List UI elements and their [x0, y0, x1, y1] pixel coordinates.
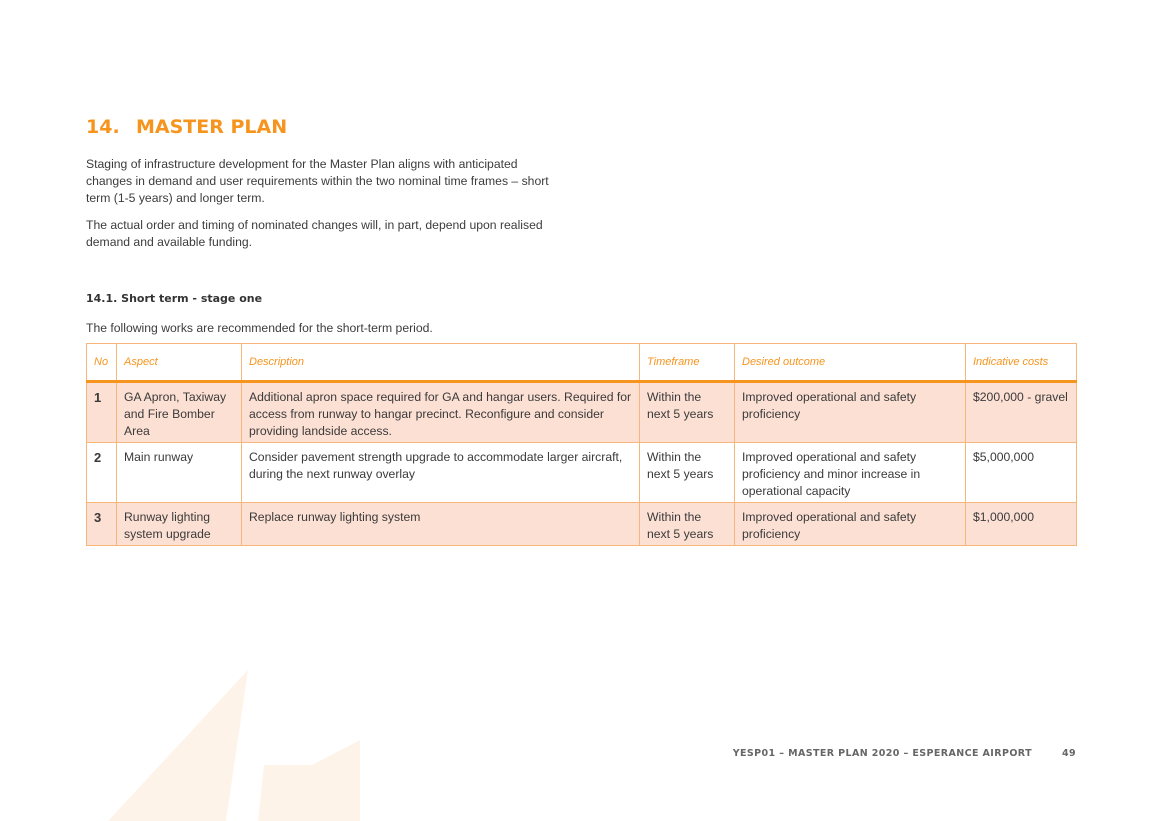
- table-row: [87, 503, 1077, 546]
- cell-no: 1: [87, 382, 117, 443]
- cell-description: Consider pavement strength upgrade to accommodate larger aircraft, during the next runway overlay: [242, 443, 640, 503]
- subsection-title: Short term - stage one: [121, 292, 263, 305]
- cell-costs: $200,000 - gravel: [966, 382, 1077, 443]
- footer-doc-title: YESP01 – MASTER PLAN 2020 – ESPERANCE AIRPORT: [732, 748, 1032, 759]
- cell-no: 3: [87, 503, 117, 546]
- table-row: [87, 382, 1077, 443]
- page-footer: [733, 748, 1076, 759]
- table-intro: The following works are recommended for the short-term period.: [86, 321, 433, 335]
- cell-timeframe: Within the next 5 years: [640, 443, 735, 503]
- table-row: [87, 443, 1077, 503]
- table-header-row: [87, 344, 1077, 382]
- cell-costs: $5,000,000: [966, 443, 1077, 503]
- cell-aspect: Runway lighting system upgrade: [117, 503, 242, 546]
- section-title: MASTER PLAN: [136, 116, 288, 138]
- page-number: 49: [1061, 748, 1076, 759]
- cell-description: Replace runway lighting system: [242, 503, 640, 546]
- cell-outcome: Improved operational and safety proficiency: [735, 382, 966, 443]
- subsection-number: 14.1.: [86, 292, 118, 305]
- col-header-outcome: Desired outcome: [735, 344, 966, 382]
- intro-paragraph-1: Staging of infrastructure development for the Master Plan aligns with anticipated changes in demand and user requirements within the two nominal time frames – short term (1-5 years) and longer term.: [86, 157, 549, 205]
- cell-description: Additional apron space required for GA and hangar users. Required for access from runway to hangar precinct. Reconfigure and consider providing landside access.: [242, 382, 640, 443]
- col-header-description: Description: [242, 344, 640, 382]
- subsection-heading: [86, 292, 262, 305]
- cell-no: 2: [87, 443, 117, 503]
- section-number: 14.: [86, 116, 120, 138]
- cell-outcome: Improved operational and safety proficiency and minor increase in operational capacity: [735, 443, 966, 503]
- col-header-timeframe: Timeframe: [640, 344, 735, 382]
- page-title: [86, 116, 287, 138]
- cell-timeframe: Within the next 5 years: [640, 503, 735, 546]
- cell-outcome: Improved operational and safety proficiency: [735, 503, 966, 546]
- cell-aspect: GA Apron, Taxiway and Fire Bomber Area: [117, 382, 242, 443]
- cell-aspect: Main runway: [117, 443, 242, 503]
- intro-paragraph-2: The actual order and timing of nominated changes will, in part, depend upon realised demand and available funding.: [86, 218, 543, 249]
- col-header-costs: Indicative costs: [966, 344, 1077, 382]
- col-header-no: No: [87, 344, 117, 382]
- cell-timeframe: Within the next 5 years: [640, 382, 735, 443]
- works-table: [86, 343, 1077, 546]
- cell-costs: $1,000,000: [966, 503, 1077, 546]
- col-header-aspect: Aspect: [117, 344, 242, 382]
